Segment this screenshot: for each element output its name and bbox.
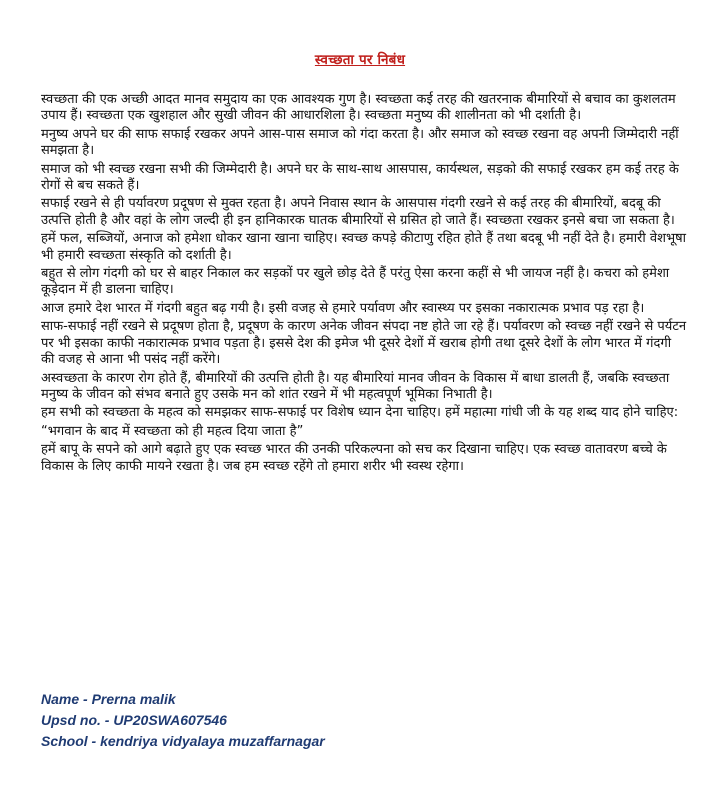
essay-paragraph: सफाई रखने से ही पर्यावरण प्रदूषण से मुक्त रहता है। अपने निवास स्थान के आसपास गंदगी रखने से कई तरह की बीमारियों, बदबू की उत्पत्ति होती है और वहां के लोग जल्दी ही इन हानिकारक घातक बीमारियों से ग्रसित हो जाते हैं। स्वच्छता रखकर इनसे बचा जा सकता है। bbox=[41, 196, 675, 228]
essay-paragraph: स्वच्छता की एक अच्छी आदत मानव समुदाय का एक आवश्यक गुण है। स्वच्छता कई तरह की खतरनाक बीमारियों से बचाव का कुशलतम उपाय हैं। स्वच्छता एक खुशहाल और सुखी जीवन की आधारशिला है। स्वच्छता मनुष्य की शालीनता को भी दर्शाती है। bbox=[41, 92, 676, 124]
author-name: Name - Prerna malik bbox=[41, 691, 176, 707]
essay-paragraph: साफ-सफाई नहीं रखने से प्रदूषण होता है, प्रदूषण के कारण अनेक जीवन संपदा नष्ट होते जा रहे हैं। पर्यावरण को स्वच्छ नहीं रखने से पर्यटन पर भी इसका काफी नकारात्मक प्रभाव पड़ता है। इससे देश की इमेज भी दूसरे देशों में खराब होगी तथा दूसरे देशों के लोग भारत में गंदगी की वजह से आना भी पसंद नहीं करेंगे। bbox=[41, 319, 687, 368]
upsd-number: Upsd no. - UP20SWA607546 bbox=[41, 712, 227, 728]
essay-paragraph: बहुत से लोग गंदगी को घर से बाहर निकाल कर सड़कों पर खुले छोड़ देते हैं परंतु ऐसा करना कहीं से भी जायज नहीं है। कचरा को हमेशा कूड़ेदान में ही डालना चाहिए। bbox=[41, 266, 670, 298]
essay-paragraph: अस्वच्छता के कारण रोग होते हैं, बीमारियों की उत्पत्ति होती है। यह बीमारियां मानव जीवन के विकास में बाधा डालती हैं, जबकि स्वच्छता मनुष्य के जीवन को संभव बनाते हुए उसके मन को शांत रखने में भी महत्वपूर्ण भूमिका निभाती है। bbox=[41, 370, 670, 402]
essay-quote: “भगवान के बाद में स्वच्छता को ही महत्व दिया जाता है” bbox=[41, 423, 304, 439]
school-name: School - kendriya vidyalaya muzaffarnagar bbox=[41, 733, 325, 749]
essay-paragraph: मनुष्य अपने घर की साफ सफाई रखकर अपने आस-पास समाज को गंदा करता है। और समाज को स्वच्छ रखना वह अपनी जिम्मेदारी नहीं समझता है। bbox=[41, 126, 679, 159]
essay-paragraph: समाज को भी स्वच्छ रखना सभी की जिम्मेदारी है। अपने घर के साथ-साथ आसपास, कार्यस्थल, सड़को की सफाई रखकर हम कई तरह के रोगों से बच सकते हैं। bbox=[41, 161, 679, 194]
essay-paragraph: हम सभी को स्वच्छता के महत्व को समझकर साफ-सफाई पर विशेष ध्यान देना चाहिए। हमें महात्मा गांधी जी के यह शब्द याद होने चाहिए: bbox=[41, 405, 679, 421]
signature-block bbox=[41, 689, 325, 752]
essay-paragraph: आज हमारे देश भारत में गंदगी बहुत बढ़ गयी है। इसी वजह से हमारे पर्यावण और स्वास्थ्य पर इसका नकारात्मक प्रभाव पड़ रहा है। bbox=[41, 300, 645, 316]
essay-title: स्वच्छता पर निबंध bbox=[314, 52, 406, 68]
essay-body bbox=[41, 92, 687, 477]
essay-paragraph: हमें फल, सब्जियों, अनाज को हमेशा धोकर खाना खाना चाहिए। स्वच्छ कपड़े कीटाणु रहित होते हैं तथा बदबू भी नहीं देते है। हमारी वेशभूषा भी हमारी स्वच्छता संस्कृति को दर्शाती है। bbox=[41, 231, 686, 263]
essay-paragraph: हमें बापू के सपने को आगे बढ़ाते हुए एक स्वच्छ भारत की उनकी परिकल्पना को सच कर दिखाना चाहिए। एक स्वच्छ वातावरण बच्चे के विकास के लिए काफी मायने रखता है। जब हम स्वच्छ रहेंगे तो हमारा शरीर भी स्वस्थ रहेगा। bbox=[41, 442, 667, 474]
